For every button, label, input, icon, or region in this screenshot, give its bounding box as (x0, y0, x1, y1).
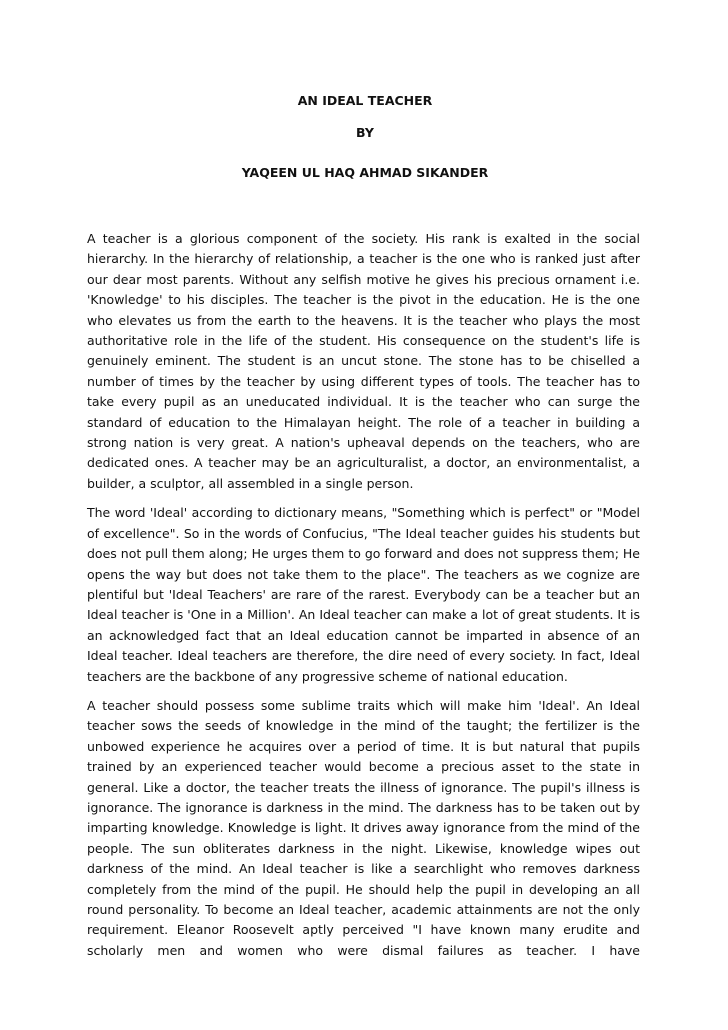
by-line: BY (356, 125, 374, 140)
author-name: YAQEEN UL HAQ AHMAD SIKANDER (241, 165, 489, 180)
essay-body (87, 229, 640, 970)
paragraph: A teacher should possess some sublime traits which will make him 'Ideal'. An Ideal teacher sows the seeds of knowledge in the mind of the taught; the fertilizer is the unbowed experience he acquires over a period of time. It is but natural that pupils trained by an experienced teacher would become a precious asset to the state in general. Like a doctor, the teacher treats the illness of ignorance. The pupil's illness is ignorance. The ignorance is darkness in the mind. The darkness has to be taken out by imparting knowledge. Knowledge is light. It drives away ignorance from the mind of the people. The sun obliterates darkness in the night. Likewise, knowledge wipes out darkness of the mind. An Ideal teacher is like a searchlight who removes darkness completely from the mind of the pupil. He should help the pupil in developing an all round personality. To become an Ideal teacher, academic attainments are not the only requirement. Eleanor Roosevelt aptly perceived "I have known many erudite and scholarly men and women who were dismal failures as teacher. I have (87, 697, 640, 958)
paragraph: The word 'Ideal' according to dictionary means, "Something which is perfect" or "Model of excellence". So in the words of Confucius, "The Ideal teacher guides his students but does not pull them along; He urges them to go forward and does not suppress them; He opens the way but does not take them to the place". The teachers as we cognize are plentiful but 'Ideal Teachers' are rare of the rarest. Everybody can be a teacher but an Ideal teacher is 'One in a Million'. An Ideal teacher can make a lot of great students. It is an acknowledged fact that an Ideal education cannot be imparted in absence of an Ideal teacher. Ideal teachers are therefore, the dire need of every society. In fact, Ideal teachers are the backbone of any progressive scheme of national education. (87, 505, 640, 684)
document-title: AN IDEAL TEACHER (297, 93, 433, 108)
paragraph: A teacher is a glorious component of the society. His rank is exalted in the social hierarchy. In the hierarchy of relationship, a teacher is the one who is ranked just after our dear most parents. Without any selfish motive he gives his precious ornament i.e. 'Knowledge' to his disciples. The teacher is the pivot in the education. He is the one who elevates us from the earth to the heavens. It is the teacher who plays the most authoritative role in the life of the student. His consequence on the student's life is genuinely eminent. The student is an uncut stone. The stone has to be chiselled a number of times by the teacher by using different types of tools. The teacher has to take every pupil as an uneducated individual. It is the teacher who can surge the standard of education to the Himalayan height. The role of a teacher in building a strong nation is very great. A nation's upheaval depends on the teachers, who are dedicated ones. A teacher may be an agriculturalist, a doctor, an environmentalist, a builder, a sculptor, all assembled in a single person. (87, 231, 640, 491)
